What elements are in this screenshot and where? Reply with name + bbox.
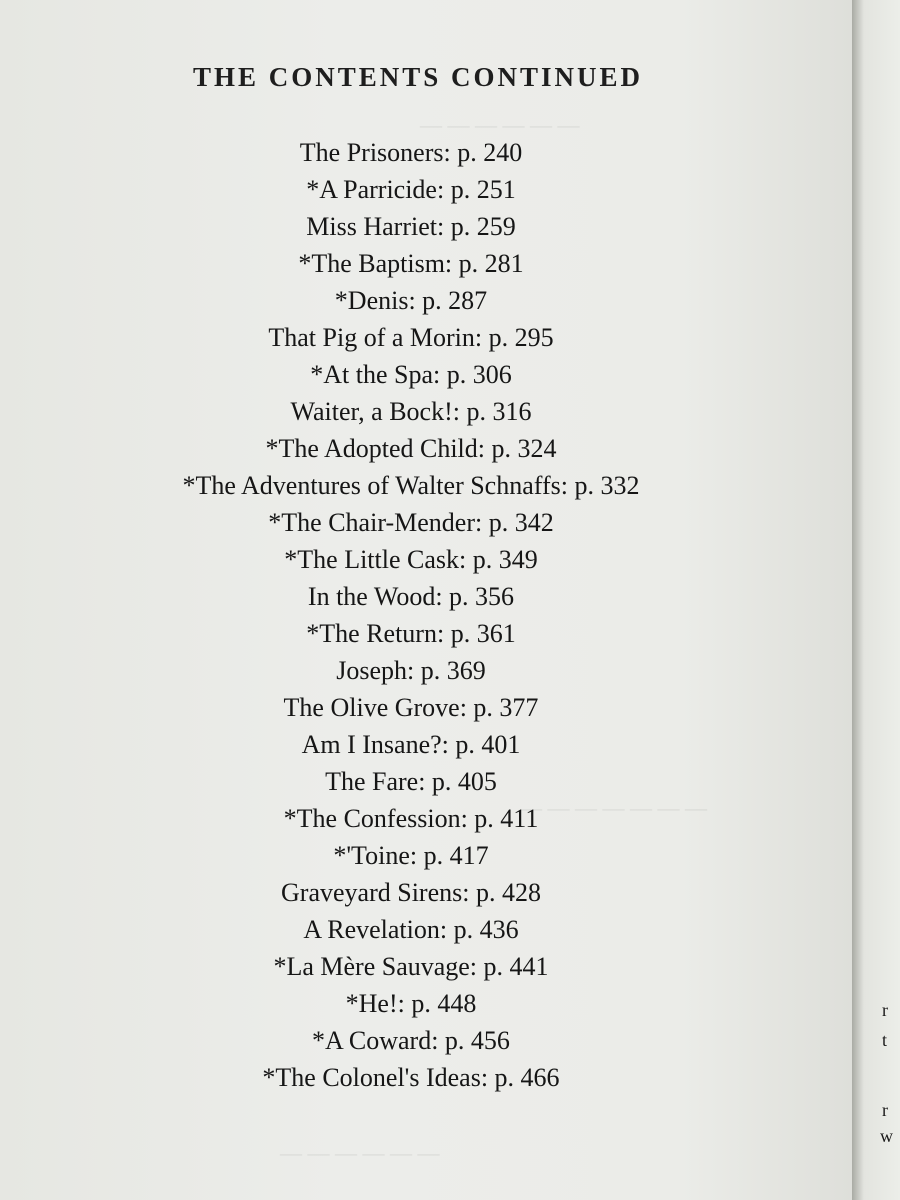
contents-entry: *La Mère Sauvage: p. 441 bbox=[273, 952, 549, 981]
adjacent-page-edge bbox=[852, 0, 900, 1200]
contents-entry: Joseph: p. 369 bbox=[336, 656, 486, 685]
contents-entry: The Prisoners: p. 240 bbox=[299, 138, 523, 167]
contents-entry: That Pig of a Morin: p. 295 bbox=[268, 323, 554, 352]
contents-entry: *The Little Cask: p. 349 bbox=[284, 545, 538, 574]
contents-entry: *At the Spa: p. 306 bbox=[310, 360, 512, 389]
adjacent-page-letter: r bbox=[882, 1100, 888, 1120]
contents-entry: Waiter, a Bock!: p. 316 bbox=[290, 397, 532, 426]
contents-entry: The Olive Grove: p. 377 bbox=[283, 693, 539, 722]
contents-entry: *The Chair-Mender: p. 342 bbox=[268, 508, 554, 537]
contents-entry: *A Coward: p. 456 bbox=[312, 1026, 510, 1055]
contents-entry: Am I Insane?: p. 401 bbox=[301, 730, 521, 759]
contents-list bbox=[0, 134, 822, 1096]
contents-entry: *The Adventures of Walter Schnaffs: p. 332 bbox=[182, 471, 640, 500]
adjacent-page-letter: r bbox=[882, 1000, 888, 1020]
contents-entry: *The Confession: p. 411 bbox=[283, 804, 539, 833]
show-through-text: — — — — — — bbox=[280, 1140, 440, 1165]
show-through-text: — — — — — — bbox=[420, 112, 580, 137]
contents-entry: *The Adopted Child: p. 324 bbox=[265, 434, 557, 463]
contents-entry: *Denis: p. 287 bbox=[334, 286, 488, 315]
contents-entry: *A Parricide: p. 251 bbox=[306, 175, 516, 204]
contents-entry: In the Wood: p. 356 bbox=[307, 582, 515, 611]
page-heading: THE CONTENTS CONTINUED bbox=[192, 62, 644, 92]
contents-entry: A Revelation: p. 436 bbox=[303, 915, 519, 944]
adjacent-page-letter: w bbox=[880, 1126, 893, 1146]
contents-entry: *'Toine: p. 417 bbox=[333, 841, 489, 870]
show-through-text: — — — — — — — bbox=[520, 795, 707, 820]
contents-entry: Graveyard Sirens: p. 428 bbox=[281, 878, 541, 907]
contents-entry: *The Baptism: p. 281 bbox=[298, 249, 524, 278]
contents-entry: *The Colonel's Ideas: p. 466 bbox=[262, 1063, 560, 1092]
adjacent-page-letter: t bbox=[882, 1030, 888, 1050]
contents-entry: Miss Harriet: p. 259 bbox=[306, 212, 516, 241]
contents-entry: *He!: p. 448 bbox=[345, 989, 477, 1018]
contents-entry: The Fare: p. 405 bbox=[325, 767, 497, 796]
contents-entry: *The Return: p. 361 bbox=[306, 619, 516, 648]
